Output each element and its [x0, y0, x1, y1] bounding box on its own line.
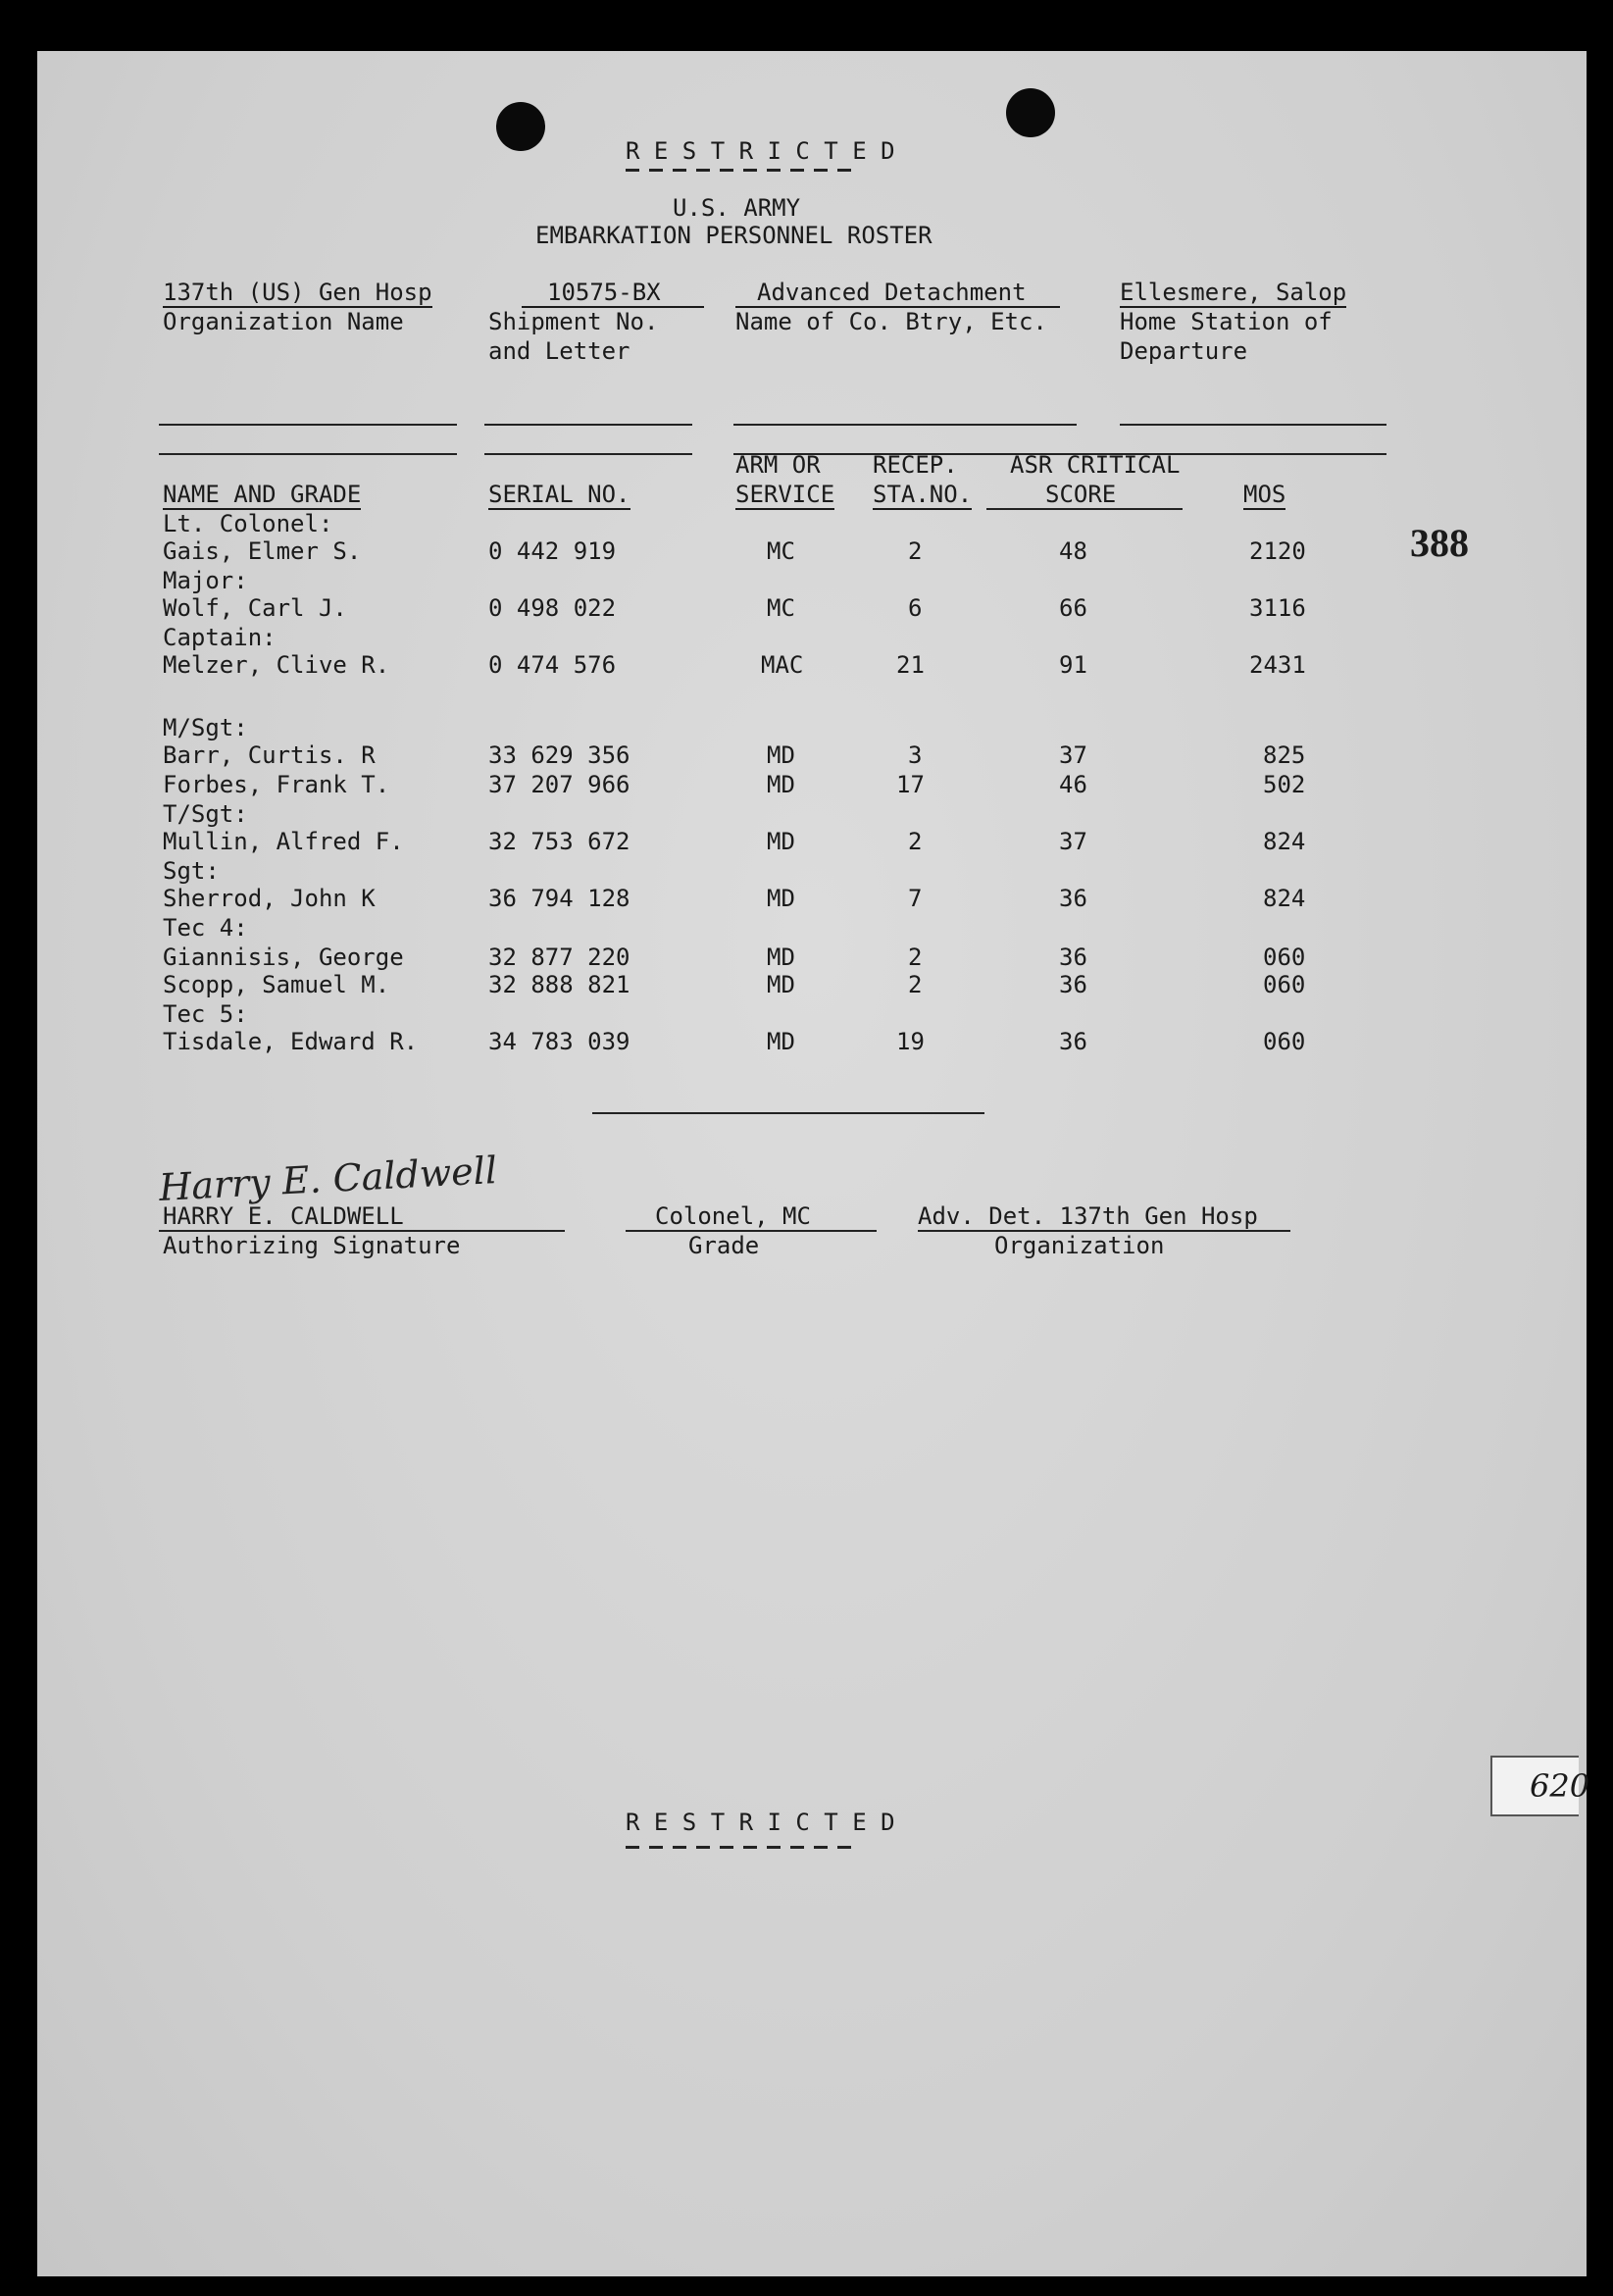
shipment-value: 10575-BX [522, 281, 704, 308]
mos-cell: 060 [1263, 944, 1306, 971]
name-cell: Mullin, Alfred F. [163, 828, 404, 855]
serial-cell: 32 753 672 [488, 828, 630, 855]
mos-cell: 824 [1263, 885, 1306, 912]
company-value: Advanced Detachment [735, 281, 1060, 308]
serial-cell: 36 794 128 [488, 885, 630, 912]
grade-label: Grade [688, 1232, 760, 1259]
mos-cell: 060 [1263, 1028, 1306, 1055]
name-cell: Tisdale, Edward R. [163, 1028, 419, 1055]
file-tab: 620 [1490, 1756, 1579, 1816]
table-row [37, 830, 1410, 857]
roster-page [37, 51, 1587, 2276]
serial-cell: 37 207 966 [488, 771, 630, 798]
recep-cell: 3 [908, 741, 923, 769]
arm-cell: MD [767, 971, 795, 998]
column-score: SCORE [1045, 481, 1117, 508]
arm-cell: MD [767, 1028, 795, 1055]
recep-cell: 21 [896, 651, 925, 679]
grade-heading: Sgt: [163, 857, 220, 885]
shipment-label-line2: and Letter [488, 337, 630, 365]
table-row [37, 1030, 1410, 1057]
mos-cell: 060 [1263, 971, 1306, 998]
table-row [37, 973, 1410, 1000]
table-row [37, 596, 1410, 624]
name-cell: Forbes, Frank T. [163, 771, 390, 798]
name-cell: Sherrod, John K [163, 885, 376, 912]
recep-cell: 7 [908, 885, 923, 912]
bottom-restricted-marking: R E S T R I C T E D [626, 1809, 895, 1836]
column-sta-no: STA.NO. [873, 481, 973, 508]
column-name-grade: NAME AND GRADE [163, 481, 362, 508]
shipment-label: Shipment No. [488, 308, 659, 335]
table-row [37, 773, 1410, 800]
score-cell: 46 [1059, 771, 1087, 798]
grade-heading: Major: [163, 567, 248, 594]
name-cell: Gais, Elmer S. [163, 537, 362, 565]
arm-cell: MD [767, 741, 795, 769]
name-cell: Wolf, Carl J. [163, 594, 347, 622]
organization-label: Organization Name [163, 308, 404, 335]
signer-grade: Colonel, MC [655, 1202, 811, 1230]
arm-cell: MC [767, 594, 795, 622]
score-cell: 36 [1059, 944, 1087, 971]
grade-heading: T/Sgt: [163, 800, 248, 828]
arm-cell: MAC [761, 651, 804, 679]
recep-cell: 2 [908, 537, 923, 565]
organization-sign-label: Organization [994, 1232, 1165, 1259]
bottom-marking-underline [626, 1846, 853, 1849]
blank-rule [484, 453, 692, 455]
serial-cell: 33 629 356 [488, 741, 630, 769]
score-cell: 66 [1059, 594, 1087, 622]
end-of-list-rule [592, 1112, 984, 1114]
grade-heading: Lt. Colonel: [163, 510, 333, 537]
punch-hole-left [496, 102, 545, 151]
document-title: EMBARKATION PERSONNEL ROSTER [535, 222, 933, 249]
arm-cell: MC [767, 537, 795, 565]
signer-name: HARRY E. CALDWELL [163, 1202, 404, 1230]
blank-rule [1120, 424, 1386, 426]
column-service: SERVICE [735, 481, 835, 508]
arm-cell: MD [767, 771, 795, 798]
serial-cell: 32 888 821 [488, 971, 630, 998]
table-row [37, 887, 1410, 914]
serial-cell: 34 783 039 [488, 1028, 630, 1055]
mos-cell: 3116 [1249, 594, 1306, 622]
serial-cell: 32 877 220 [488, 944, 630, 971]
score-cell: 36 [1059, 885, 1087, 912]
recep-cell: 17 [896, 771, 925, 798]
recep-cell: 19 [896, 1028, 925, 1055]
top-marking-underline [626, 169, 853, 172]
station-value: Ellesmere, Salop [1120, 279, 1347, 306]
grade-heading: Tec 5: [163, 1000, 248, 1028]
table-row [37, 743, 1410, 771]
serial-cell: 0 442 919 [488, 537, 617, 565]
mos-cell: 825 [1263, 741, 1306, 769]
station-label-line2: Departure [1120, 337, 1248, 365]
column-arm: ARM OR [735, 451, 821, 479]
recep-cell: 2 [908, 944, 923, 971]
top-restricted-marking: R E S T R I C T E D [626, 137, 895, 165]
grade-heading: Tec 4: [163, 914, 248, 942]
score-cell: 36 [1059, 971, 1087, 998]
serial-cell: 0 498 022 [488, 594, 617, 622]
column-serial: SERIAL NO. [488, 481, 630, 508]
org-line: U.S. ARMY [673, 194, 801, 222]
page-stamp: 388 [1410, 521, 1469, 565]
score-cell: 91 [1059, 651, 1087, 679]
score-cell: 37 [1059, 741, 1087, 769]
name-cell: Barr, Curtis. R [163, 741, 376, 769]
mos-cell: 2120 [1249, 537, 1306, 565]
score-cell: 48 [1059, 537, 1087, 565]
asr-score-underline [986, 508, 1183, 510]
recep-cell: 6 [908, 594, 923, 622]
signature-label: Authorizing Signature [163, 1232, 461, 1259]
table-row [37, 653, 1410, 681]
organization-value: 137th (US) Gen Hosp [163, 279, 432, 306]
name-cell: Giannisis, George [163, 944, 404, 971]
blank-rule [733, 424, 1077, 426]
serial-cell: 0 474 576 [488, 651, 617, 679]
recep-cell: 2 [908, 828, 923, 855]
blank-rule [484, 424, 692, 426]
blank-rule [159, 424, 457, 426]
column-mos: MOS [1243, 481, 1286, 508]
name-cell: Scopp, Samuel M. [163, 971, 390, 998]
column-asr: ASR CRITICAL [1010, 451, 1181, 479]
recep-cell: 2 [908, 971, 923, 998]
mos-cell: 2431 [1249, 651, 1306, 679]
name-cell: Melzer, Clive R. [163, 651, 390, 679]
score-cell: 37 [1059, 828, 1087, 855]
arm-cell: MD [767, 944, 795, 971]
station-label: Home Station of [1120, 308, 1333, 335]
score-cell: 36 [1059, 1028, 1087, 1055]
blank-rule [159, 453, 457, 455]
grade-heading: M/Sgt: [163, 714, 248, 741]
punch-hole-right [1006, 88, 1055, 137]
mos-cell: 502 [1263, 771, 1306, 798]
table-row [37, 539, 1410, 567]
table-row [37, 945, 1410, 973]
company-label: Name of Co. Btry, Etc. [735, 308, 1047, 335]
handwritten-signature: Harry E. Caldwell [158, 1148, 499, 1210]
column-recep: RECEP. [873, 451, 958, 479]
mos-cell: 824 [1263, 828, 1306, 855]
signer-organization: Adv. Det. 137th Gen Hosp [918, 1202, 1258, 1230]
arm-cell: MD [767, 885, 795, 912]
arm-cell: MD [767, 828, 795, 855]
grade-heading: Captain: [163, 624, 277, 651]
